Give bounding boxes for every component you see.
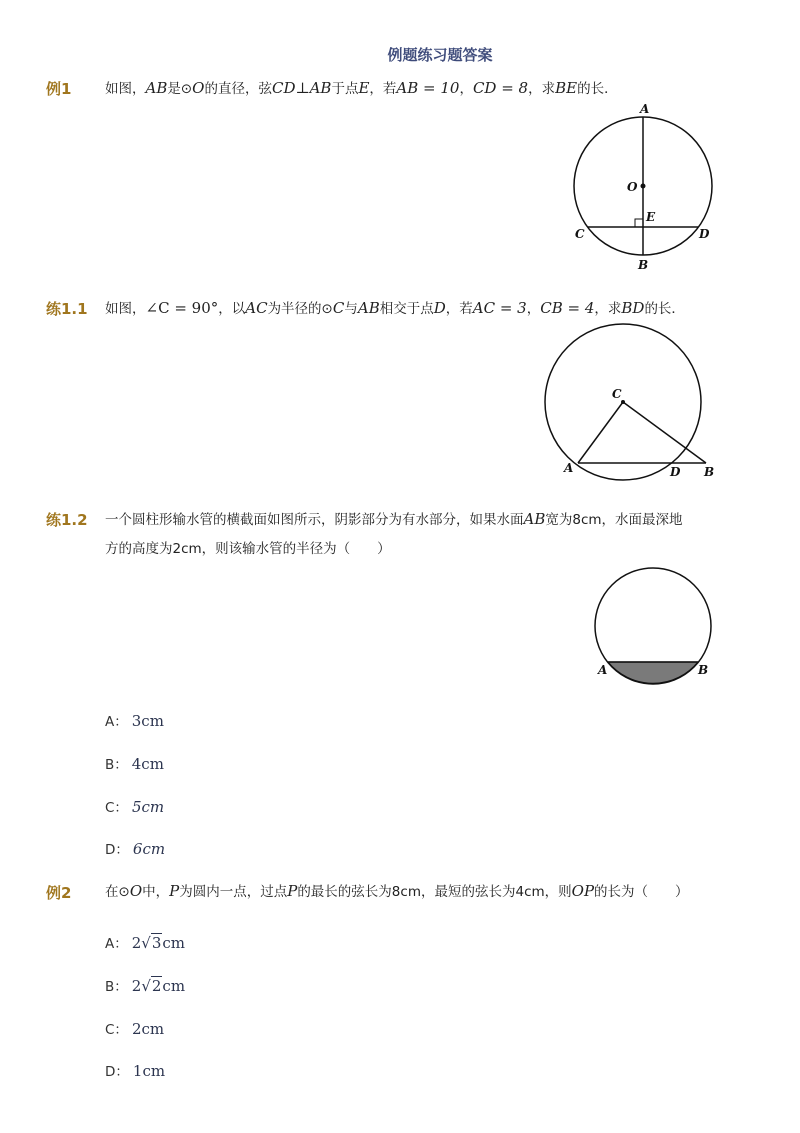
q1-text: 如图，AB是⊙O的直径，弦CD⊥AB于点E，若AB = 10，CD = 8，求BE的长． [105, 79, 618, 97]
q2-side-ca [578, 402, 623, 463]
q1-label-d: D [699, 227, 710, 241]
q2-label: 练1.1 [46, 300, 88, 318]
q3-label: 练1.2 [46, 511, 88, 529]
q3-choice-d[interactable]: D： 6cm [105, 840, 166, 858]
q4-choice-d[interactable]: D： 1cm [105, 1062, 166, 1080]
q3-label-b: B [698, 663, 709, 677]
q1-center-dot [641, 184, 646, 189]
q2-label-c: C [612, 387, 622, 401]
q2-label-d: D [670, 465, 681, 479]
q2-label-a: A [564, 461, 574, 475]
q1-right-angle-mark [635, 219, 643, 227]
q4-choice-a[interactable]: A： 2√3cm [105, 934, 186, 952]
page-title: 例题练习题答案 [387, 46, 493, 64]
q1-label: 例1 [46, 80, 72, 98]
q1-label-b: B [638, 258, 649, 272]
q3-choice-b[interactable]: B： 4cm [105, 755, 164, 773]
q2-side-cb [623, 402, 706, 463]
q3-text-line2: 方的高度为2cm，则该输水管的半径为（ ） [105, 541, 391, 557]
q2-figure [540, 320, 730, 485]
q4-choice-b[interactable]: B： 2√2cm [105, 977, 186, 995]
q1-label-o: O [627, 180, 638, 194]
q1-label-a: A [640, 102, 650, 116]
q3-text-line1: 一个圆柱形输水管的横截面如图所示，阴影部分为有水部分，如果水面AB宽为8cm，水面最深地 [105, 510, 683, 528]
q1-label-e: E [646, 210, 656, 224]
q2-center-dot [621, 400, 625, 404]
q3-choice-a[interactable]: A： 3cm [105, 712, 164, 730]
q1-label-c: C [575, 227, 585, 241]
q2-label-b: B [704, 465, 715, 479]
q2-text: 如图，∠C = 90°，以AC为半径的⊙C与AB相交于点D，若AC = 3，CB = 4，求BD的长． [105, 299, 685, 317]
q4-choice-c[interactable]: C： 2cm [105, 1020, 165, 1038]
q3-choice-c[interactable]: C： 5cm [105, 798, 165, 816]
q3-label-a: A [598, 663, 608, 677]
q1-figure [560, 100, 730, 275]
q4-text: 在⊙O中，P为圆内一点，过点P的最长的弦长为8cm，最短的弦长为4cm，则OP的长为（ ） [105, 882, 689, 900]
q3-figure [590, 560, 720, 690]
q4-label: 例2 [46, 884, 72, 902]
q3-water-segment [608, 662, 698, 683]
